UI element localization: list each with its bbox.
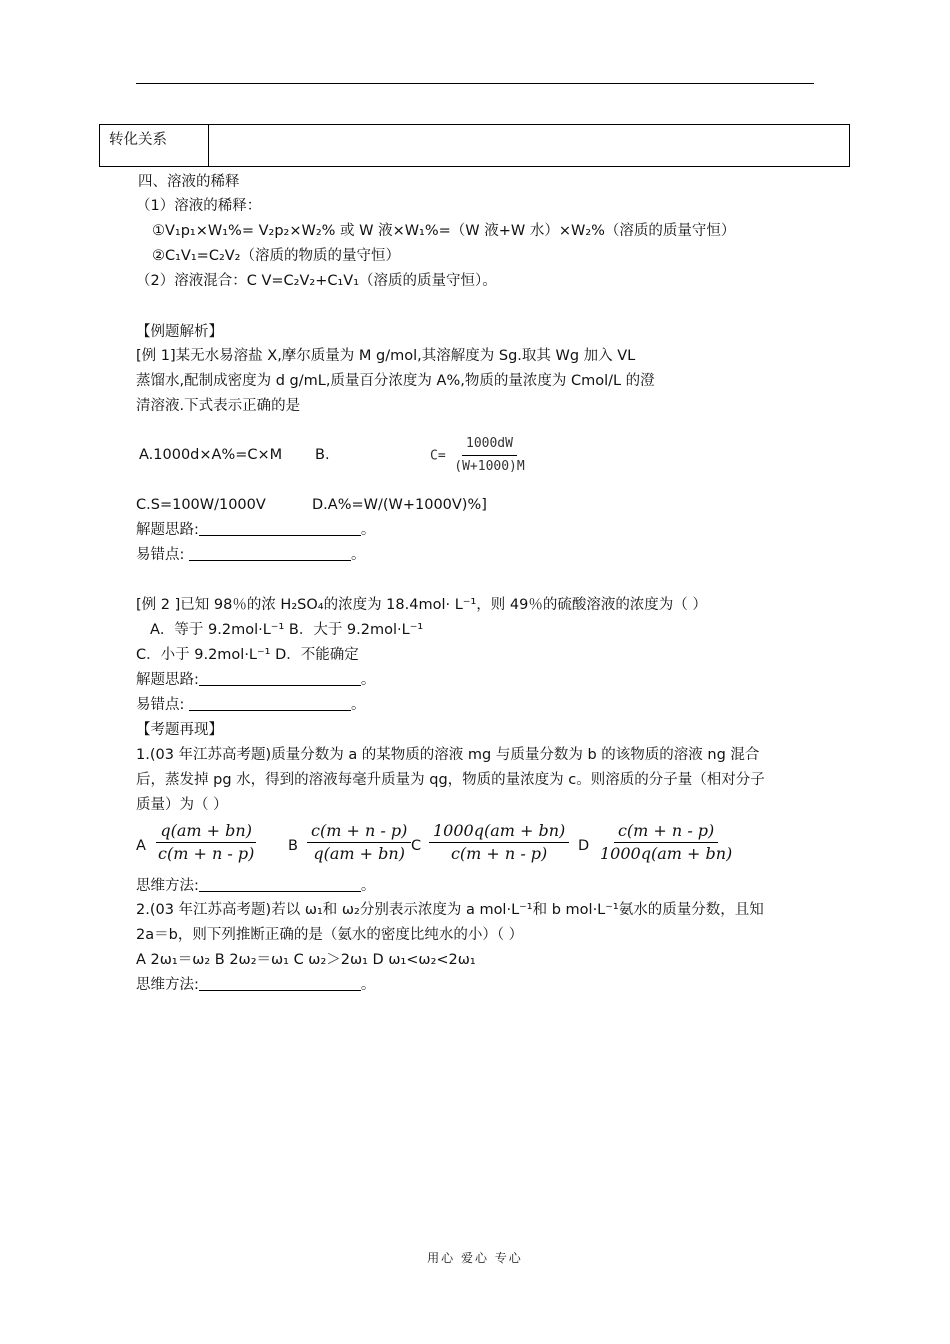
q1-option-a-fraction: $\frac{q(am + bn)}{c(m + n - p)}$: [158, 821, 255, 863]
q1-option-c-fraction: $\frac{1000q(am + bn)}{c(m + n - p)}$: [429, 820, 569, 865]
q2-method-line: 思维方法: 。: [136, 977, 376, 993]
q1-option-d-label: D: [578, 838, 590, 854]
ex2-line-1: [例 2 ]已知 98％的浓 H₂SO₄的浓度为 18.4mol· L⁻¹，则 49％的硫酸溶液的浓度为（ ）: [136, 597, 707, 613]
ex1-option-d: D.A%=W/(W+1000V)%]: [312, 497, 487, 513]
q1-line-1: 1.(03 年江苏高考题)质量分数为 a 的某物质的溶液 mg 与质量分数为 b 的该物质的溶液 ng 混合: [136, 747, 760, 763]
conversion-table: [99, 124, 850, 167]
answer-blank[interactable]: [189, 695, 351, 711]
dilution-formula-2: ②C₁V₁=C₂V₂（溶质的物质的量守恒）: [152, 248, 400, 264]
dilution-formula-1: ①V₁p₁×W₁%= V₂p₂×W₂% 或 W 液×W₁%=（W 液+W 水）×W₂%（溶质的质量守恒）: [152, 223, 736, 239]
header-rule: [136, 83, 814, 84]
q1-line-3: 质量）为（ ）: [136, 797, 228, 813]
answer-blank[interactable]: [199, 975, 361, 991]
mixing-formula: （2）溶液混合：C V=C₂V₂+C₁V₁（溶质的质量守恒）。: [136, 273, 497, 289]
q2-line-2: 2a＝b，则下列推断正确的是（氨水的密度比纯水的小）（ ）: [136, 927, 524, 943]
q1-method-line: 思维方法: 。: [136, 878, 376, 894]
ex2-options-ab: A．等于 9.2mol·L⁻¹ B．大于 9.2mol·L⁻¹: [150, 622, 424, 638]
q1-option-a-label: A: [136, 838, 146, 854]
ex2-options-cd: C．小于 9.2mol·L⁻¹ D．不能确定: [136, 647, 359, 663]
q2-line-1: 2.(03 年江苏高考题)若以 ω₁和 ω₂分别表示浓度为 a mol·L⁻¹和 b mol·L⁻¹氨水的质量分数，且知: [136, 902, 764, 918]
answer-blank[interactable]: [199, 876, 361, 892]
answer-blank[interactable]: [199, 520, 361, 536]
formula-lhs: C=: [430, 448, 446, 464]
q1-option-b-fraction: $\frac{c(m + n - p)}{q(am + bn)}$: [307, 820, 411, 865]
ex1-option-c: C.S=100W/1000V: [136, 497, 266, 513]
ex1-option-b: B.: [315, 447, 330, 463]
ex1-error-line: 易错点: 。: [136, 547, 366, 563]
q1-option-b-label: B: [288, 838, 298, 854]
examples-header: 【例题解析】: [136, 324, 223, 340]
dilution-heading: （1）溶液的稀释：: [136, 198, 262, 214]
answer-blank[interactable]: [189, 545, 351, 561]
answer-blank[interactable]: [199, 670, 361, 686]
exam-header: 【考题再现】: [136, 722, 223, 738]
page-footer: 用心 爱心 专心: [427, 1251, 523, 1265]
q1-line-2: 后，蒸发掉 pg 水，得到的溶液每毫升质量为 qg，物质的量浓度为 c。则溶质的分子量（相对分子: [136, 772, 765, 788]
ex1-think-line: 解题思路: 。: [136, 522, 376, 538]
ex1-line-1: [例 1]某无水易溶盐 X,摩尔质量为 M g/mol,其溶解度为 Sg.取其 Wg 加入 VL: [136, 348, 636, 364]
q2-options: A 2ω₁＝ω₂ B 2ω₂＝ω₁ C ω₂＞2ω₁ D ω₁<ω₂<2ω₁: [136, 952, 476, 968]
ex1-option-a: A.1000d×A%=C×M: [139, 447, 283, 463]
section-title: 四、溶液的稀释: [138, 174, 240, 190]
q1-option-c-label: C: [411, 838, 422, 854]
ex1-line-2: 蒸馏水,配制成密度为 d g/mL,质量百分浓度为 A%,物质的量浓度为 Cmol/L 的澄: [136, 373, 655, 389]
ex1-option-b-formula: [430, 433, 529, 478]
ex1-line-3: 清溶液.下式表示正确的是: [136, 398, 301, 414]
q1-option-d-fraction: $\frac{c(m + n - p)}{1000q(am + bn)}$: [600, 821, 733, 863]
table-label-cell: 转化关系: [100, 125, 209, 166]
formula-fraction: $\frac{1000dW}{(W+1000)M}$: [450, 433, 528, 478]
ex2-error-line: 易错点: 。: [136, 697, 366, 713]
ex2-think-line: 解题思路: 。: [136, 672, 376, 688]
